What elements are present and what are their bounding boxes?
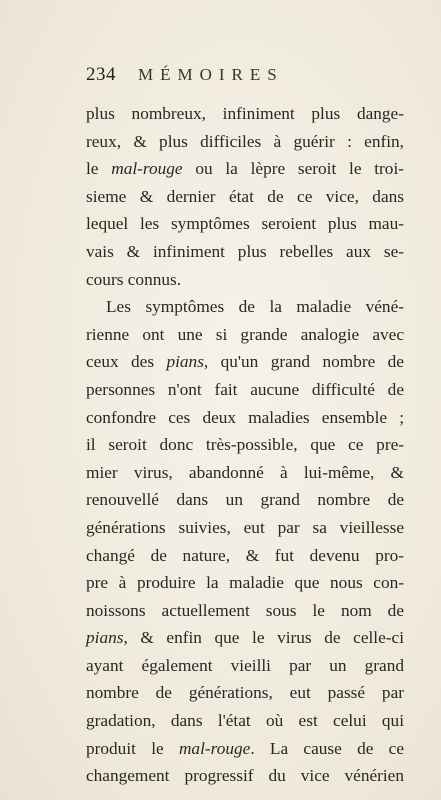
- text-line: cours connus.: [86, 269, 182, 289]
- running-header: [86, 64, 386, 90]
- text-line: plus nombreux, infiniment plus dange-: [86, 104, 404, 123]
- text-line: rienne ont une si grande analogie avec: [86, 324, 404, 344]
- body-text: [86, 100, 404, 790]
- text-line: pians, & enfin que le virus de celle-ci: [86, 628, 404, 648]
- text-line: ceux des pians, qu'un grand nombre de: [86, 352, 404, 372]
- page-number: 234: [86, 64, 116, 85]
- text-line: renouvellé dans un grand nombre de: [86, 490, 404, 510]
- text-line: changé de nature, & fut devenu pro-: [86, 545, 404, 565]
- text-line: vais & infiniment plus rebelles aux se-: [86, 241, 404, 261]
- text-line: Les symptômes de la maladie véné-: [106, 297, 404, 317]
- text-line: il seroit donc très-possible, que ce pre-: [86, 435, 404, 455]
- text-line: mier virus, abandonné à lui-même, &: [86, 462, 404, 482]
- text-line: pre à produire la maladie que nous con-: [86, 573, 404, 593]
- text-line: noissons actuellement sous le nom de: [86, 600, 404, 620]
- text-line: personnes n'ont fait aucune difficulté de: [86, 379, 404, 399]
- text-line: produit le mal-rouge. La cause de ce: [86, 738, 404, 758]
- running-title: MÉMOIRES: [138, 65, 284, 84]
- text-line: reux, & plus difficiles à guérir : enfin,: [86, 131, 404, 151]
- text-line: sieme & dernier état de ce vice, dans: [86, 186, 404, 206]
- text-line: générations suivies, eut par sa vieillesse: [86, 517, 404, 537]
- text-line: le mal-rouge ou la lèpre seroit le troi-: [86, 159, 404, 179]
- text-line: nombre de générations, eut passé par: [86, 683, 404, 703]
- text-line: changement progressif du vice vénérien: [86, 766, 404, 786]
- text-line: gradation, dans l'état où est celui qui: [86, 711, 404, 731]
- text-line: lequel les symptômes seroient plus mau-: [86, 214, 404, 234]
- text-line: confondre ces deux maladies ensemble ;: [86, 407, 404, 427]
- text-line: ayant également vieilli par un grand: [86, 655, 404, 675]
